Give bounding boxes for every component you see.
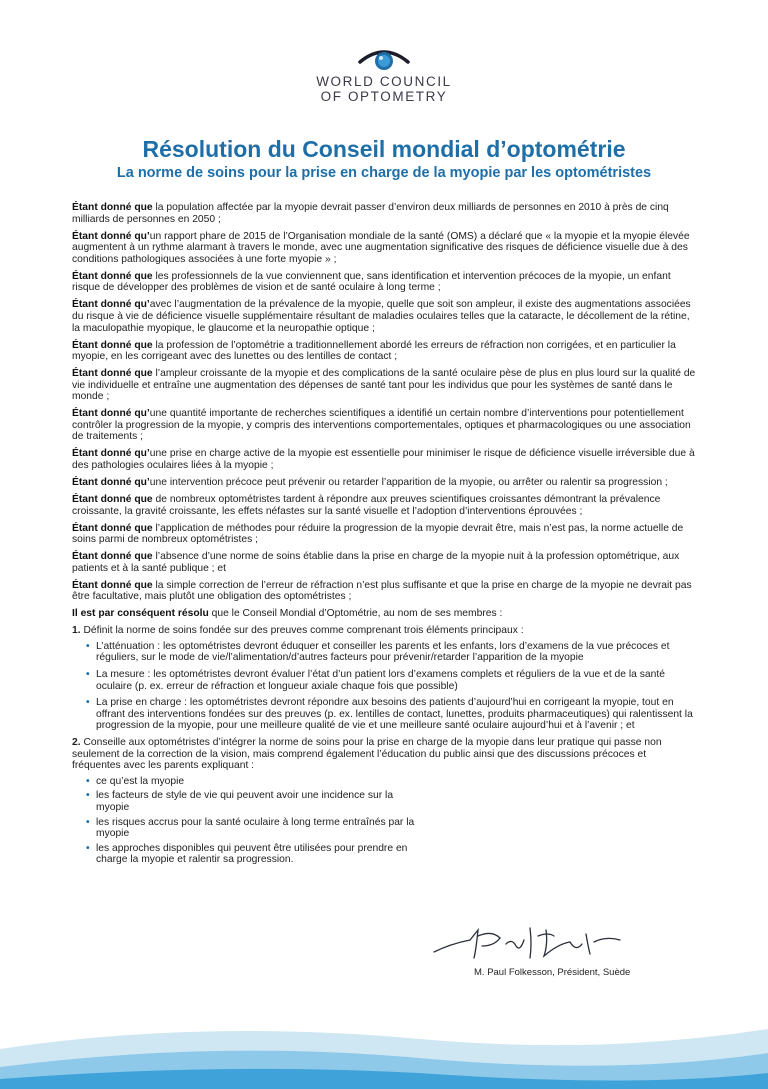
whereas-clause [72, 494, 696, 517]
page-subtitle: La norme de soins pour la prise en charge de la myopie par les optométristes [116, 165, 652, 181]
list-item: • La mesure : les optométristes devront évaluer l’état d’un patient lors d’examens complets et réguliers de la vue et de la santé oculaire (p. ex. erreur de réfraction et longueur axiale chaque fois que possible) [86, 669, 696, 692]
resolution-body [72, 202, 696, 869]
clause-text: une intervention précoce peut prévenir ou retarder l’apparition de la myopie, ou arrêter ou ralentir sa progression ; [149, 477, 668, 488]
clause-lead: Étant donné qu’ [72, 477, 150, 488]
whereas-clause [72, 271, 696, 294]
whereas-clauses [72, 202, 696, 603]
page-title: Résolution du Conseil mondial d’optométrie [142, 136, 626, 162]
list-item: • L’atténuation : les optométristes devront éduquer et conseiller les parents et les enfants, lors d’examens de la vue précoces et réguliers, sur le mode de vie/l’alimentation/d’autres facteurs pour prévenir/retarder l’apparition de la myopie [86, 641, 696, 664]
clause-text: l’application de méthodes pour réduire la progression de la myopie devrait être, mais n’est pas, la norme actuelle de soins parmi de nombreux optométristes ; [72, 522, 684, 546]
clause-lead: Étant donné que [72, 579, 153, 591]
whereas-clause [72, 477, 696, 489]
whereas-clause [72, 408, 696, 443]
whereas-clause [72, 231, 696, 266]
whereas-clause [72, 368, 696, 403]
item-1-bullets [72, 641, 696, 732]
item-1-text: Définit la norme de soins fondée sur des preuves comme comprenant trois éléments principaux : [80, 625, 524, 637]
whereas-clause [72, 299, 696, 334]
clause-text: avec l’augmentation de la prévalence de la myopie, quelle que soit son ampleur, il existe des augmentations associées du risque à vie de déficience visuelle supplémentaire résultant de maladies oculaires telles que la cataracte, le décollement de la rétine, la maculopathie myopique, le glaucome et la neuropathie optique ; [72, 299, 691, 334]
whereas-clause [72, 523, 696, 546]
clause-lead: Étant donné qu’ [72, 299, 150, 311]
eye-logo-icon [354, 44, 414, 74]
signature-caption: M. Paul Folkesson, Président, Suède [474, 967, 631, 978]
signature-image [430, 922, 630, 966]
clause-text: la simple correction de l’erreur de réfraction n’est plus suffisante et que la prise en charge de la myopie ne devrait pas être facultative, mais plutôt une obligation des optométristes ; [72, 579, 692, 603]
list-item: • ce qu’est la myopie [86, 776, 416, 788]
whereas-clause [72, 580, 696, 603]
clause-text: une quantité importante de recherches scientifiques a identifié un certain nombre d’interventions pour potentiellement contrôler la progression de la myopie, y compris des interventions comportementales, optiques et pharmacologiques ou une association de traitements ; [72, 408, 691, 443]
clause-lead: Étant donné que [72, 368, 153, 380]
clause-lead: Étant donné que [72, 339, 153, 351]
item-2-number: 2. [72, 737, 81, 749]
whereas-clause [72, 202, 696, 225]
whereas-clause [72, 448, 696, 471]
clause-text: les professionnels de la vue conviennent que, sans identification et intervention précoces de la myopie, un enfant risque de développer des problèmes de vision et de santé oculaire à long terme ; [72, 270, 671, 294]
wco-logo [0, 44, 768, 104]
clause-text: un rapport phare de 2015 de l’Organisation mondiale de la santé (OMS) a déclaré que « la myopie et la myopie élevée augmentent à un rythme alarmant à travers le monde, avec une augmentation significative des risques de déficience visuelle due à des conditions pathologiques associées à une forte myopie » ; [72, 230, 690, 265]
clause-lead: Étant donné que [72, 522, 153, 534]
footer-wave-decoration [0, 1009, 768, 1089]
list-item: • les facteurs de style de vie qui peuvent avoir une incidence sur la myopie [86, 790, 416, 813]
item-1 [72, 625, 696, 637]
clause-lead: Étant donné que [72, 202, 153, 213]
item-1-number: 1. [72, 625, 81, 637]
clause-lead: Étant donné que [72, 270, 153, 282]
resolved-lead: Il est par conséquent résolu [72, 608, 209, 620]
clause-text: de nombreux optométristes tardent à répondre aux preuves scientifiques croissantes démontrant la prévalence croissante, la gravité croissante, les effets néfastes sur la santé visuelle et l’adoption d’interventions éprouvées ; [72, 493, 661, 517]
list-item: • les approches disponibles qui peuvent être utilisées pour prendre en charge la myopie et ralentir sa progression. [86, 843, 416, 866]
clause-lead: Étant donné que [72, 551, 153, 563]
clause-text: la population affectée par la myopie devrait passer d’environ deux milliards de personnes en 2010 à près de cinq milliards de personnes en 2050 ; [72, 202, 669, 225]
item-2-bullets [72, 776, 416, 866]
item-2-text: Conseille aux optométristes d’intégrer la norme de soins pour la prise en charge de la myopie dans leur pratique qui passe non seulement de la correction de la vision, mais comprend également l’éducation du public ainsi que des discussions précoces et fréquentes avec les parents expliquant : [72, 737, 662, 772]
clause-lead: Étant donné qu’ [72, 408, 150, 420]
clause-text: une prise en charge active de la myopie est essentielle pour minimiser le risque de déficience visuelle irréversible due à des pathologies oculaires liées à la myopie ; [72, 448, 695, 472]
clause-lead: Étant donné que [72, 493, 153, 505]
list-item: • les risques accrus pour la santé oculaire à long terme entraînés par la myopie [86, 817, 416, 840]
clause-text: l’ampleur croissante de la myopie et des complications de la santé oculaire pèse de plus en plus lourd sur la qualité de vie individuelle et entraîne une augmentation des dépenses de santé tant pour les individus que pour les systèmes de santé dans le monde ; [72, 368, 696, 403]
whereas-clause [72, 551, 696, 574]
item-2 [72, 737, 696, 772]
logo-line-1: WORLD COUNCIL [316, 74, 452, 89]
list-item: • La prise en charge : les optométristes devront répondre aux besoins des patients d’aujourd’hui en corrigeant la myopie, tout en offrant des interventions fondées sur des preuves (p. ex. lentilles de contact, lunettes, produits pharmaceutiques) qui ralentissent la progression de la myopie, pour une meilleure qualité de vie et une meilleure santé oculaire aujourd’hui et à l’avenir ; et [86, 697, 696, 732]
clause-lead: Étant donné qu’ [72, 230, 150, 242]
resolved-clause [72, 608, 696, 620]
resolved-text: que le Conseil Mondial d’Optométrie, au nom de ses membres : [208, 608, 503, 620]
whereas-clause [72, 340, 696, 363]
logo-line-2: OF OPTOMETRY [320, 89, 448, 104]
clause-text: la profession de l’optométrie a traditionnellement abordé les erreurs de réfraction non corrigées, et en particulier la myopie, en les corrigeant avec des lunettes ou des lentilles de contact ; [72, 339, 676, 363]
clause-lead: Étant donné qu’ [72, 448, 150, 460]
clause-text: l’absence d’une norme de soins établie dans la prise en charge de la myopie nuit à la profession optométrique, aux patients et à la santé publique ; et [72, 551, 680, 574]
